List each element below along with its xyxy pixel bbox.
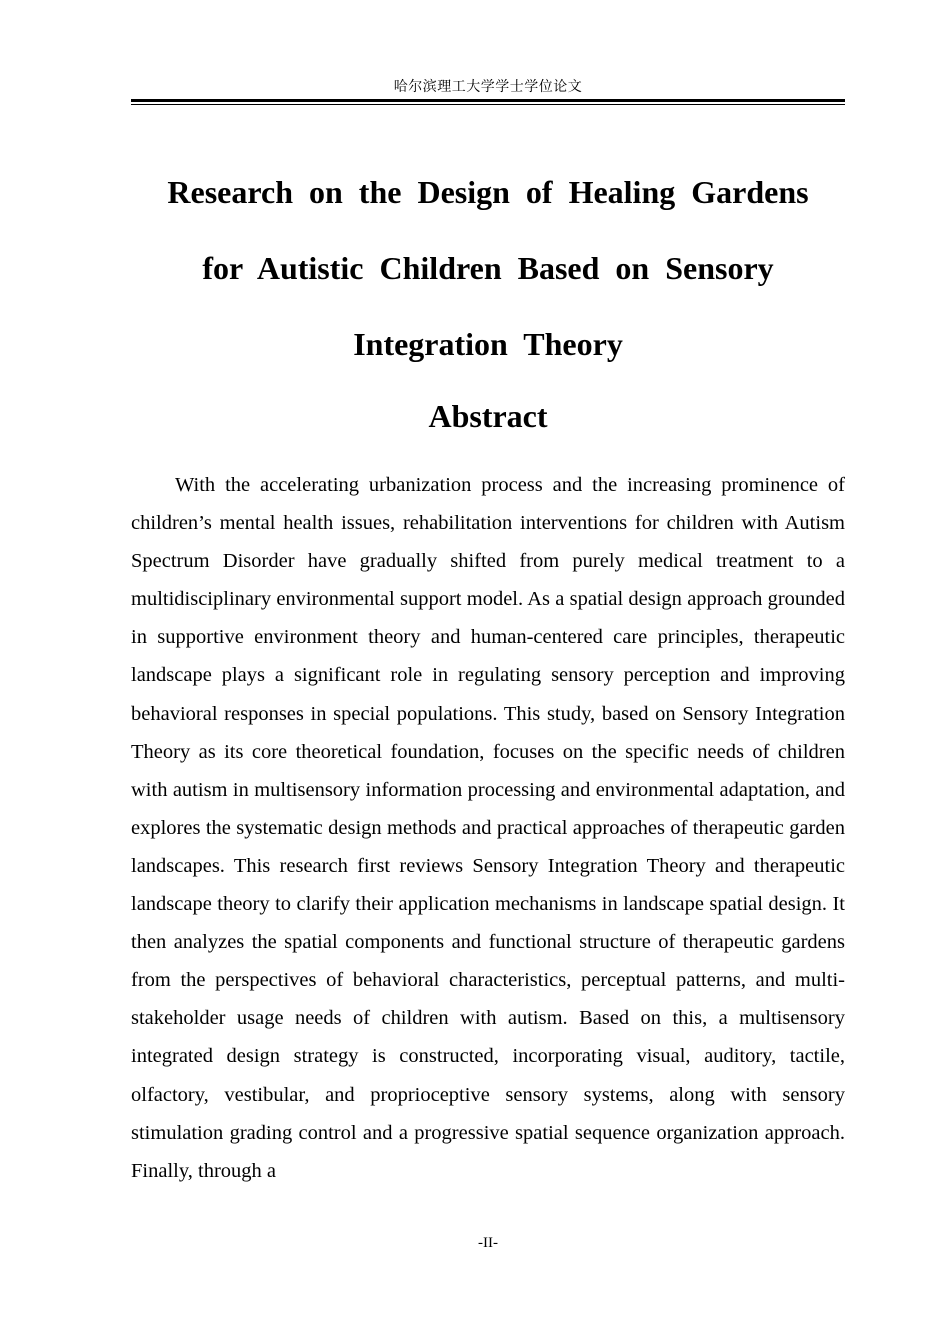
abstract-body: With the accelerating urbanization process and the increasing prominence of children’s mental health issues, rehabilitation interventions for children with Autism Spectrum Disorder have gradually shifted from purely medical treatment to a multidisciplinary environmental support model. As a spatial design approach grounded in supportive environment theory and human-centered care principles, therapeutic landscape plays a significant role in regulating sensory perception and improving behavioral responses in special populations. This study, based on Sensory Integration Theory as its core theoretical foundation, focuses on the specific needs of children with autism in multisensory information processing and environmental adaptation, and explores the systematic design methods and practical approaches of therapeutic garden landscapes. This research first reviews Sensory Integration Theory and therapeutic landscape theory to clarify their application mechanisms in landscape spatial design. It then analyzes the spatial components and functional structure of therapeutic gardens from the perspectives of behavioral characteristics, perceptual patterns, and multi-stakeholder usage needs of children with autism. Based on this, a multisensory integrated design strategy is constructed, incorporating visual, auditory, tactile, olfactory, vestibular, and proprioceptive sensory systems, along with sensory stimulation grading control and a progressive spatial sequence organization approach. Finally, through a bbox=[131, 474, 845, 1182]
header-rule-thin bbox=[131, 104, 845, 105]
header-rule-thick bbox=[131, 99, 845, 102]
thesis-title: Research on the Design of Healing Gardens for Autistic Children Based on Sensory Integration Theory bbox=[167, 174, 809, 362]
abstract-heading: Abstract bbox=[428, 398, 548, 434]
page-number: -II- bbox=[478, 1235, 498, 1251]
running-header: 哈尔滨理工大学学士学位论文 bbox=[393, 79, 583, 95]
